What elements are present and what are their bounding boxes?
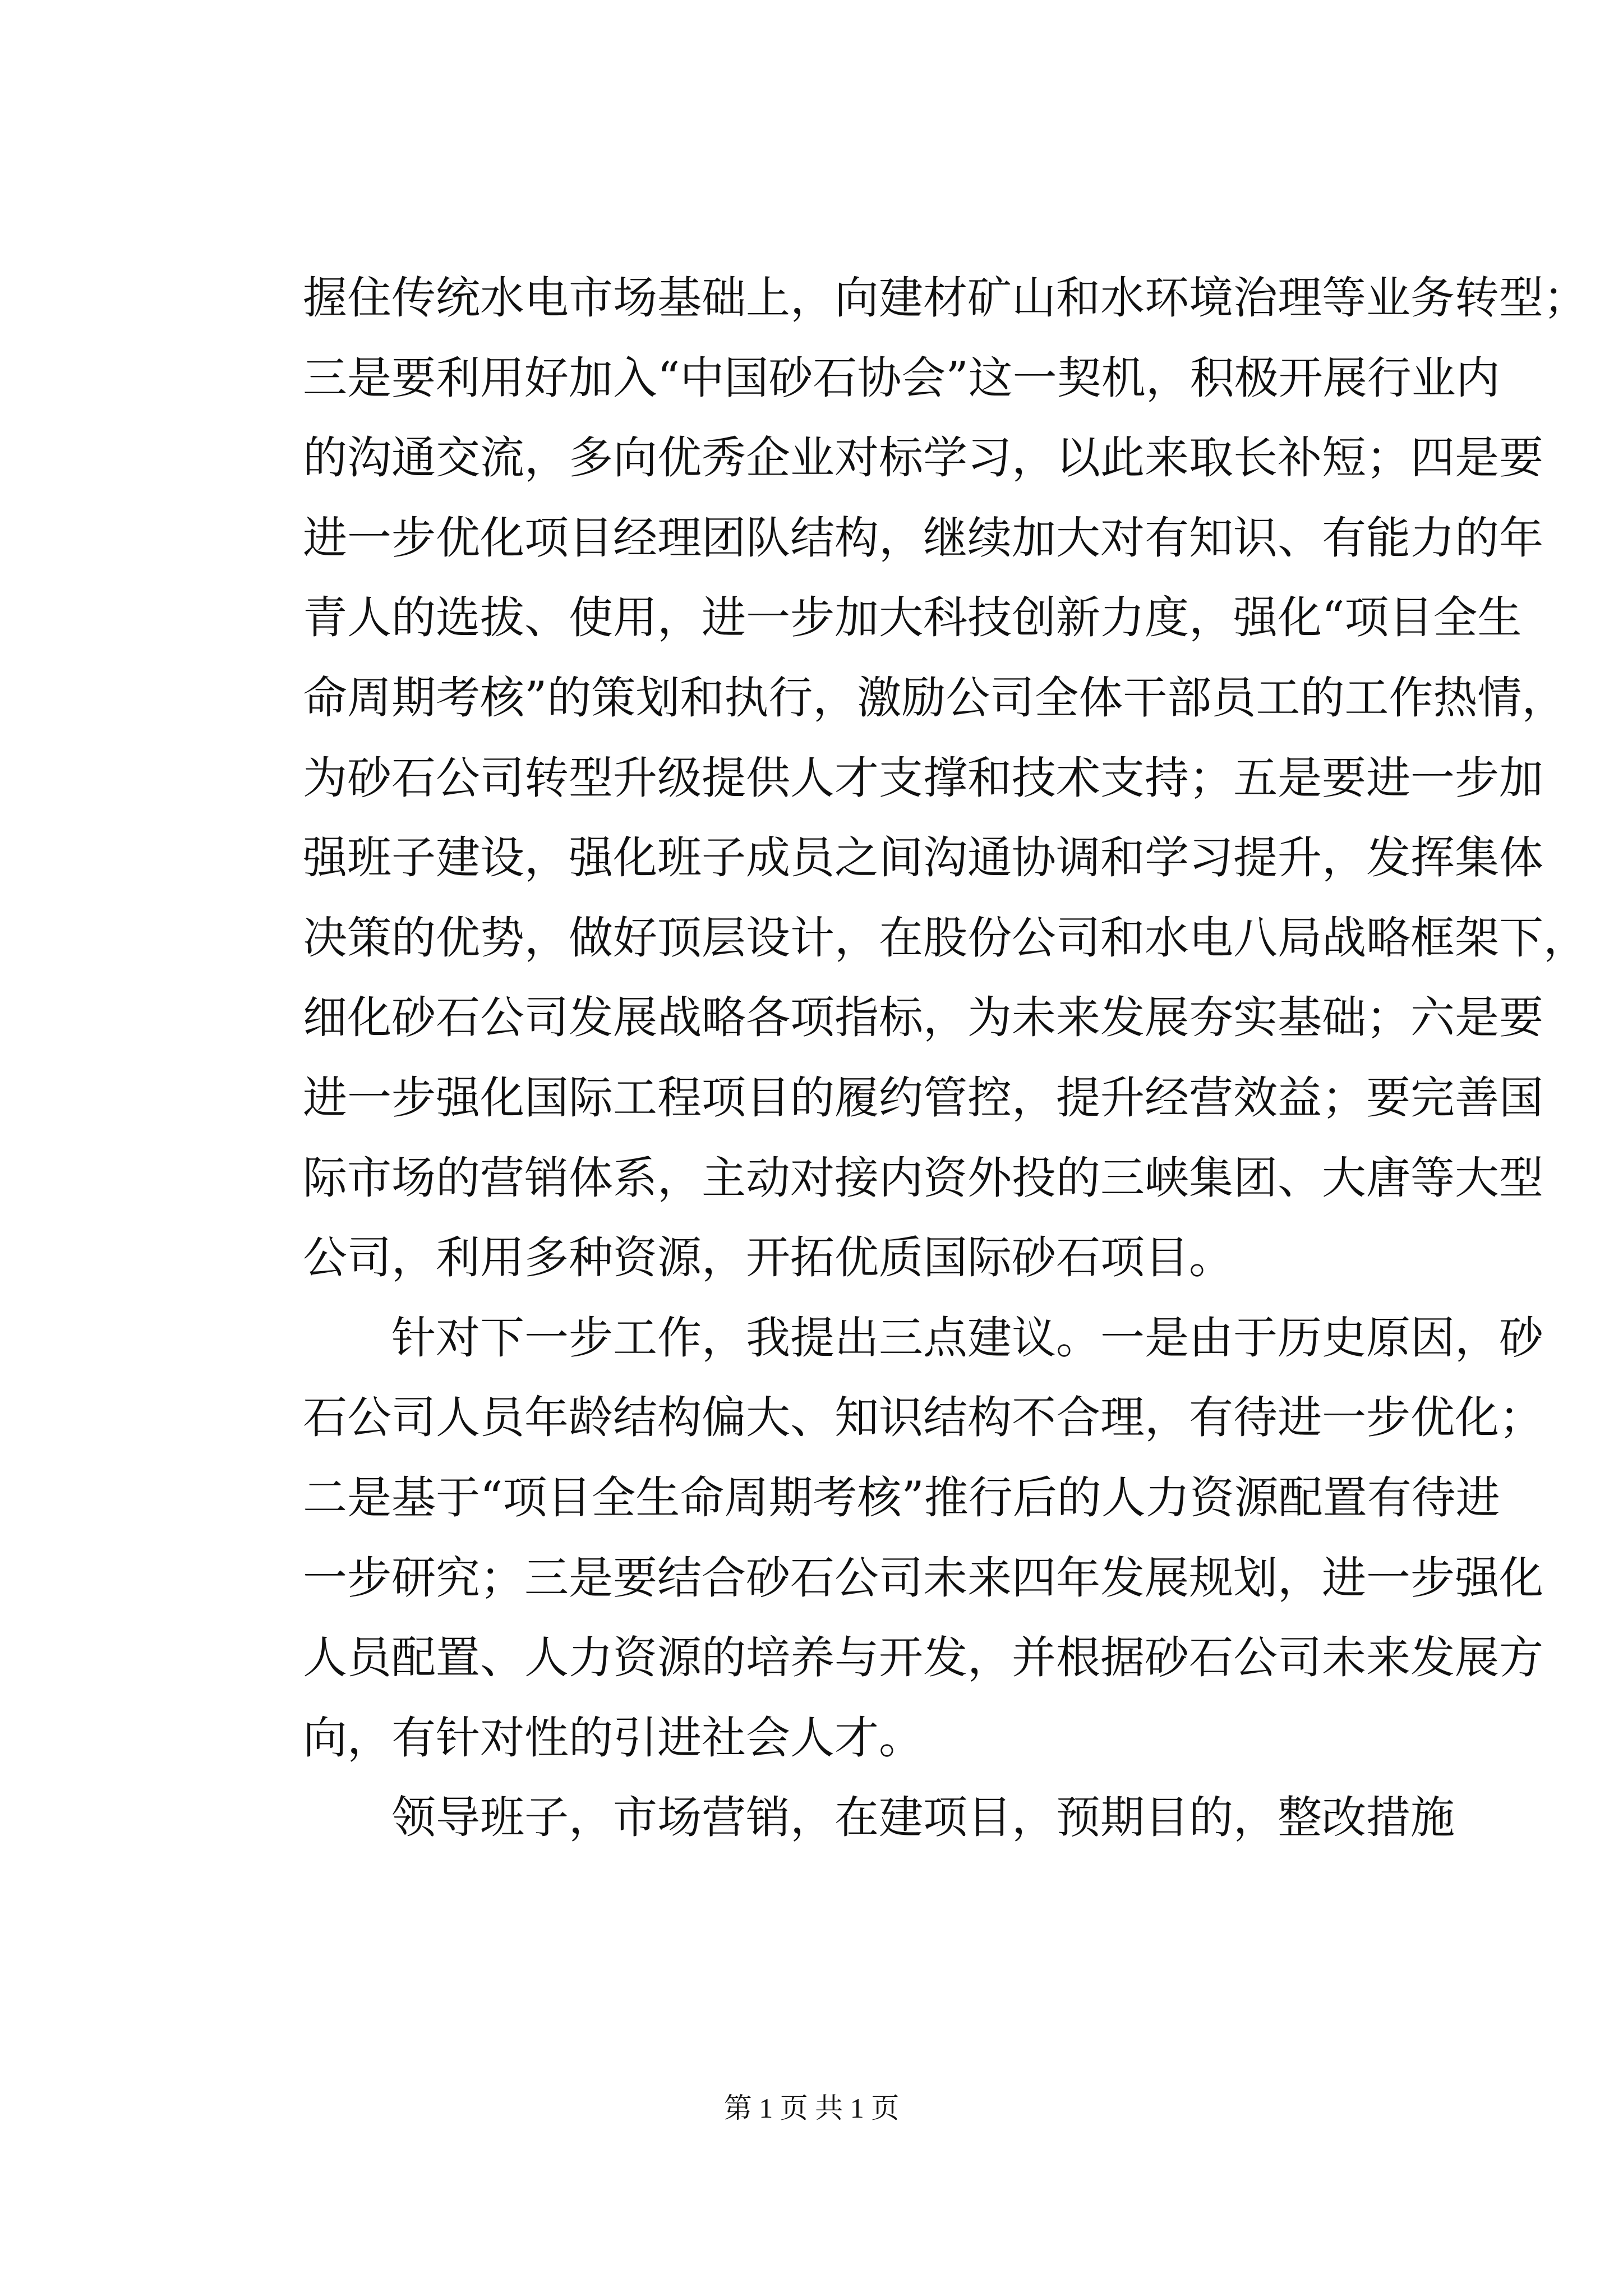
paragraph-1-line: 命周期考核”的策划和执行，激励公司全体干部员工的工作热情， xyxy=(303,671,1566,724)
paragraph-1-line: 为砂石公司转型升级提供人才支撑和技术支持；五是要进一步加 xyxy=(303,752,1543,804)
paragraph-2-line: 石公司人员年龄结构偏大、知识结构不合理，有待进一步优化； xyxy=(303,1392,1543,1444)
paragraph-1-line: 决策的优势，做好顶层设计，在股份公司和水电八局战略框架下， xyxy=(303,912,1588,964)
paragraph-1-line: 进一步优化项目经理团队结构，继续加大对有知识、有能力的年 xyxy=(303,512,1543,564)
paragraph-1-line: 进一步强化国际工程项目的履约管控，提升经营效益；要完善国 xyxy=(303,1071,1543,1124)
paragraph-1-line: 握住传统水电市场基础上，向建材矿山和水环境治理等业务转型； xyxy=(303,272,1588,324)
page-number-footer: 第 1 页 共 1 页 xyxy=(723,2092,900,2124)
paragraph-2-line: 针对下一步工作，我提出三点建议。一是由于历史原因，砂 xyxy=(391,1312,1543,1364)
paragraph-2-line: 二是基于“项目全生命周期考核”推行后的人力资源配置有待进 xyxy=(303,1471,1500,1524)
paragraph-1-line: 强班子建设，强化班子成员之间沟通协调和学习提升，发挥集体 xyxy=(303,832,1543,884)
paragraph-2-line: 人员配置、人力资源的培养与开发，并根据砂石公司未来发展方 xyxy=(303,1632,1543,1684)
paragraph-1-line: 青人的选拔、使用，进一步加大科技创新力度，强化“项目全生 xyxy=(303,592,1522,644)
paragraph-2-line: 向，有针对性的引进社会人才。 xyxy=(303,1711,923,1764)
paragraph-2-line: 一步研究；三是要结合砂石公司未来四年发展规划，进一步强化 xyxy=(303,1552,1543,1604)
paragraph-1-line: 公司，利用多种资源，开拓优质国际砂石项目。 xyxy=(303,1232,1233,1284)
paragraph-1-line: 际市场的营销体系，主动对接内资外投的三峡集团、大唐等大型 xyxy=(303,1152,1543,1204)
paragraph-1-line: 细化砂石公司发展战略各项指标，为未来发展夯实基础；六是要 xyxy=(303,992,1543,1044)
document-body xyxy=(303,258,1588,1858)
keywords-line: 领导班子，市场营销，在建项目，预期目的，整改措施 xyxy=(391,1792,1455,1844)
paragraph-1-line: 三是要利用好加入“中国砂石协会”这一契机，积极开展行业内 xyxy=(303,352,1500,404)
paragraph-1-line: 的沟通交流，多向优秀企业对标学习，以此来取长补短；四是要 xyxy=(303,432,1543,484)
